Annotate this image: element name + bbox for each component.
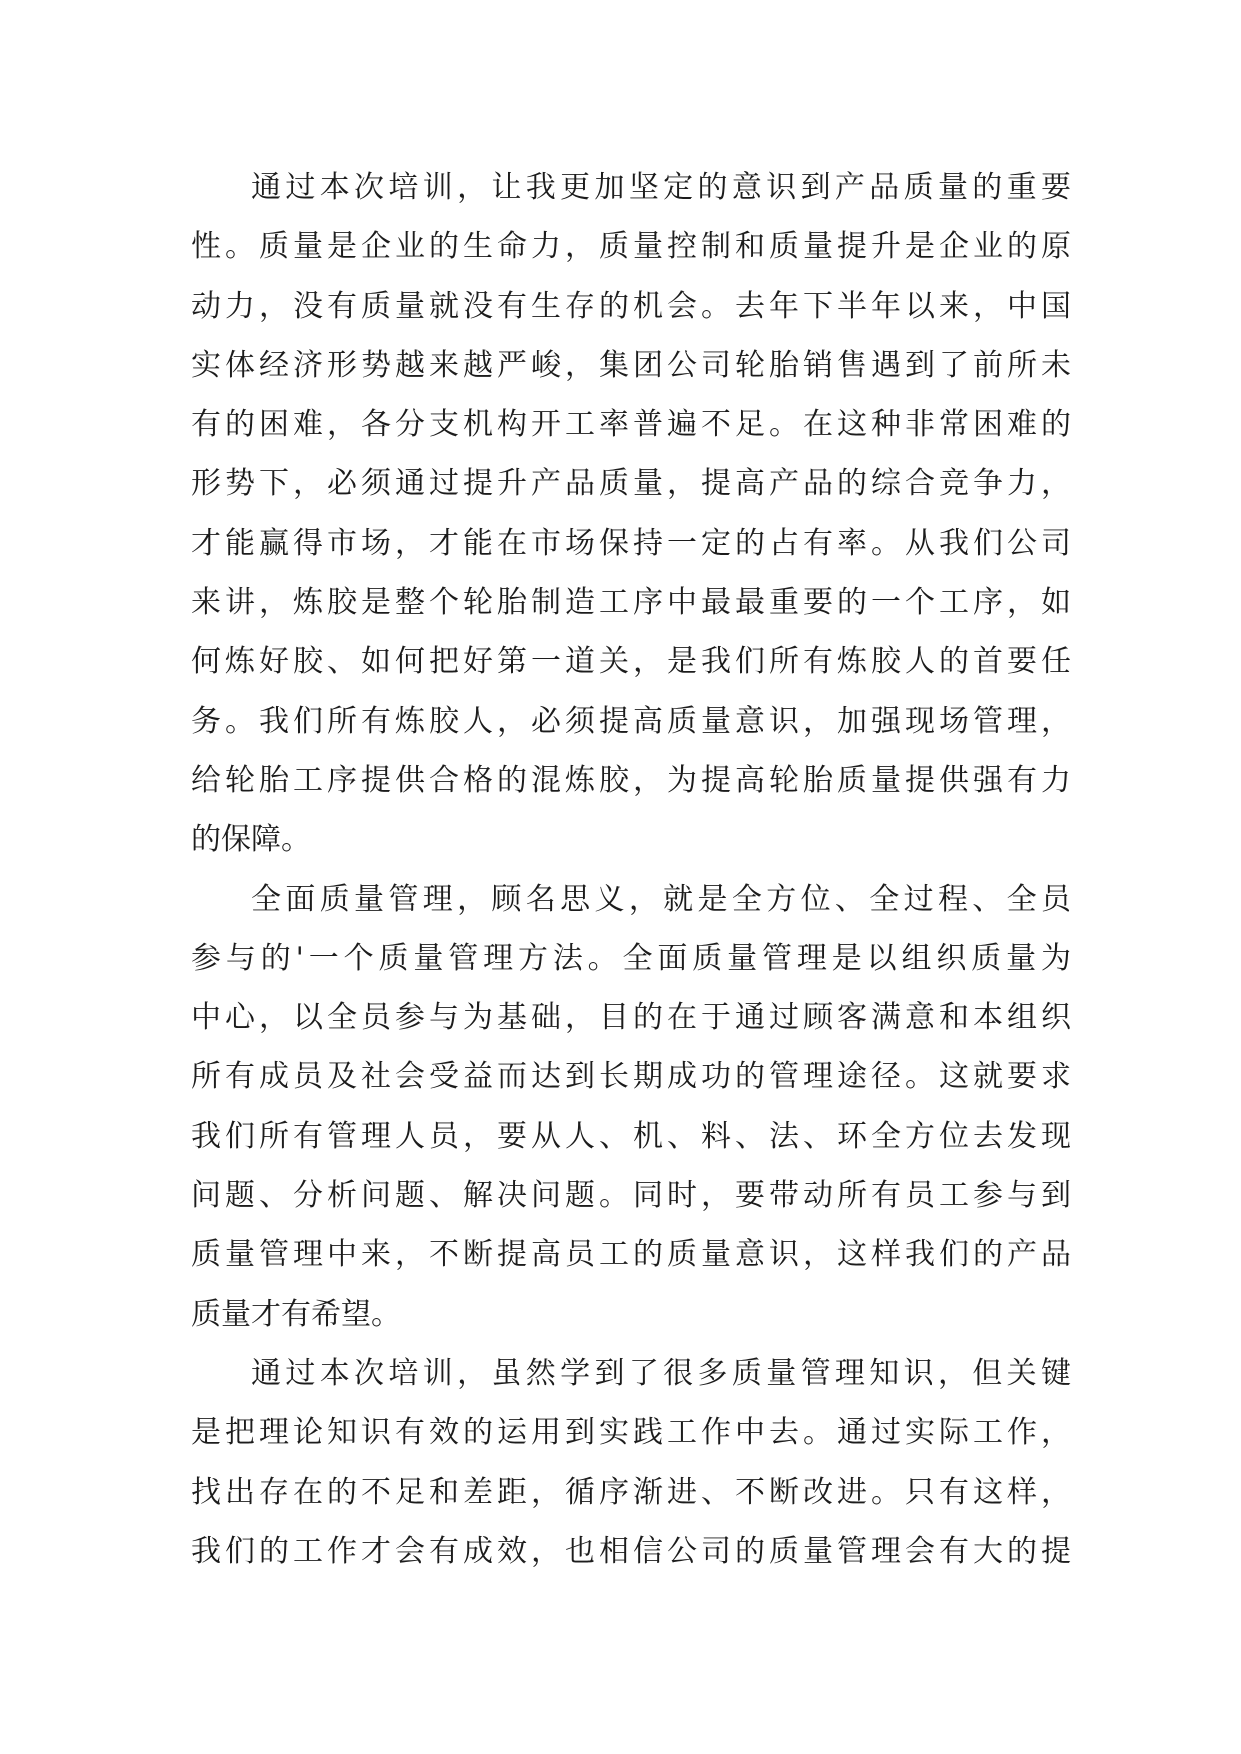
paragraph-1-line-12: 的保障。 <box>191 822 311 858</box>
paragraph-2-line-7: 质量管理中来，不断提高员工的质量意识，这样我们的产品 <box>191 1237 1071 1273</box>
paragraph-3-line-4: 我们的工作才会有成效，也相信公司的质量管理会有大的提 <box>191 1533 1071 1569</box>
paragraph-1-line-2: 性。质量是企业的生命力，质量控制和质量提升是企业的原 <box>191 229 1071 265</box>
body-text <box>191 158 1071 1581</box>
paragraph-3-line-3: 找出存在的不足和差距，循序渐进、不断改进。只有这样， <box>191 1474 1071 1510</box>
paragraph-2-line-8: 质量才有希望。 <box>191 1296 401 1332</box>
paragraph-2-line-1: 全面质量管理，顾名思义，就是全方位、全过程、全员 <box>251 881 1071 917</box>
paragraph-2-line-4: 所有成员及社会受益而达到长期成功的管理途径。这就要求 <box>191 1059 1071 1095</box>
paragraph-1-line-8: 来讲，炼胶是整个轮胎制造工序中最最重要的一个工序，如 <box>191 585 1071 621</box>
paragraph-2-line-2: 参与的'一个质量管理方法。全面质量管理是以组织质量为 <box>191 940 1071 976</box>
paragraph-1-line-3: 动力，没有质量就没有生存的机会。去年下半年以来，中国 <box>191 288 1071 324</box>
paragraph-1-line-10: 务。我们所有炼胶人，必须提高质量意识，加强现场管理， <box>191 703 1071 739</box>
paragraph-1-line-6: 形势下，必须通过提升产品质量，提高产品的综合竞争力， <box>191 466 1071 502</box>
paragraph-1-line-4: 实体经济形势越来越严峻，集团公司轮胎销售遇到了前所未 <box>191 347 1071 383</box>
paragraph-1-line-1: 通过本次培训，让我更加坚定的意识到产品质量的重要 <box>251 170 1071 205</box>
paragraph-2-line-5: 我们所有管理人员，要从人、机、料、法、环全方位去发现 <box>191 1118 1071 1154</box>
paragraph-3-line-1: 通过本次培训，虽然学到了很多质量管理知识，但关键 <box>251 1355 1071 1391</box>
paragraph-1-line-9: 何炼好胶、如何把好第一道关，是我们所有炼胶人的首要任 <box>191 644 1071 680</box>
paragraph-3-line-2: 是把理论知识有效的运用到实践工作中去。通过实际工作， <box>191 1415 1071 1451</box>
paragraph-1-line-11: 给轮胎工序提供合格的混炼胶，为提高轮胎质量提供强有力 <box>191 762 1071 798</box>
paragraph-1-line-7: 才能赢得市场，才能在市场保持一定的占有率。从我们公司 <box>191 525 1071 561</box>
paragraph-2-line-3: 中心，以全员参与为基础，目的在于通过顾客满意和本组织 <box>191 1000 1071 1036</box>
paragraph-1-line-5: 有的困难，各分支机构开工率普遍不足。在这种非常困难的 <box>191 407 1071 443</box>
paragraph-2-line-6: 问题、分析问题、解决问题。同时，要带动所有员工参与到 <box>191 1178 1071 1214</box>
